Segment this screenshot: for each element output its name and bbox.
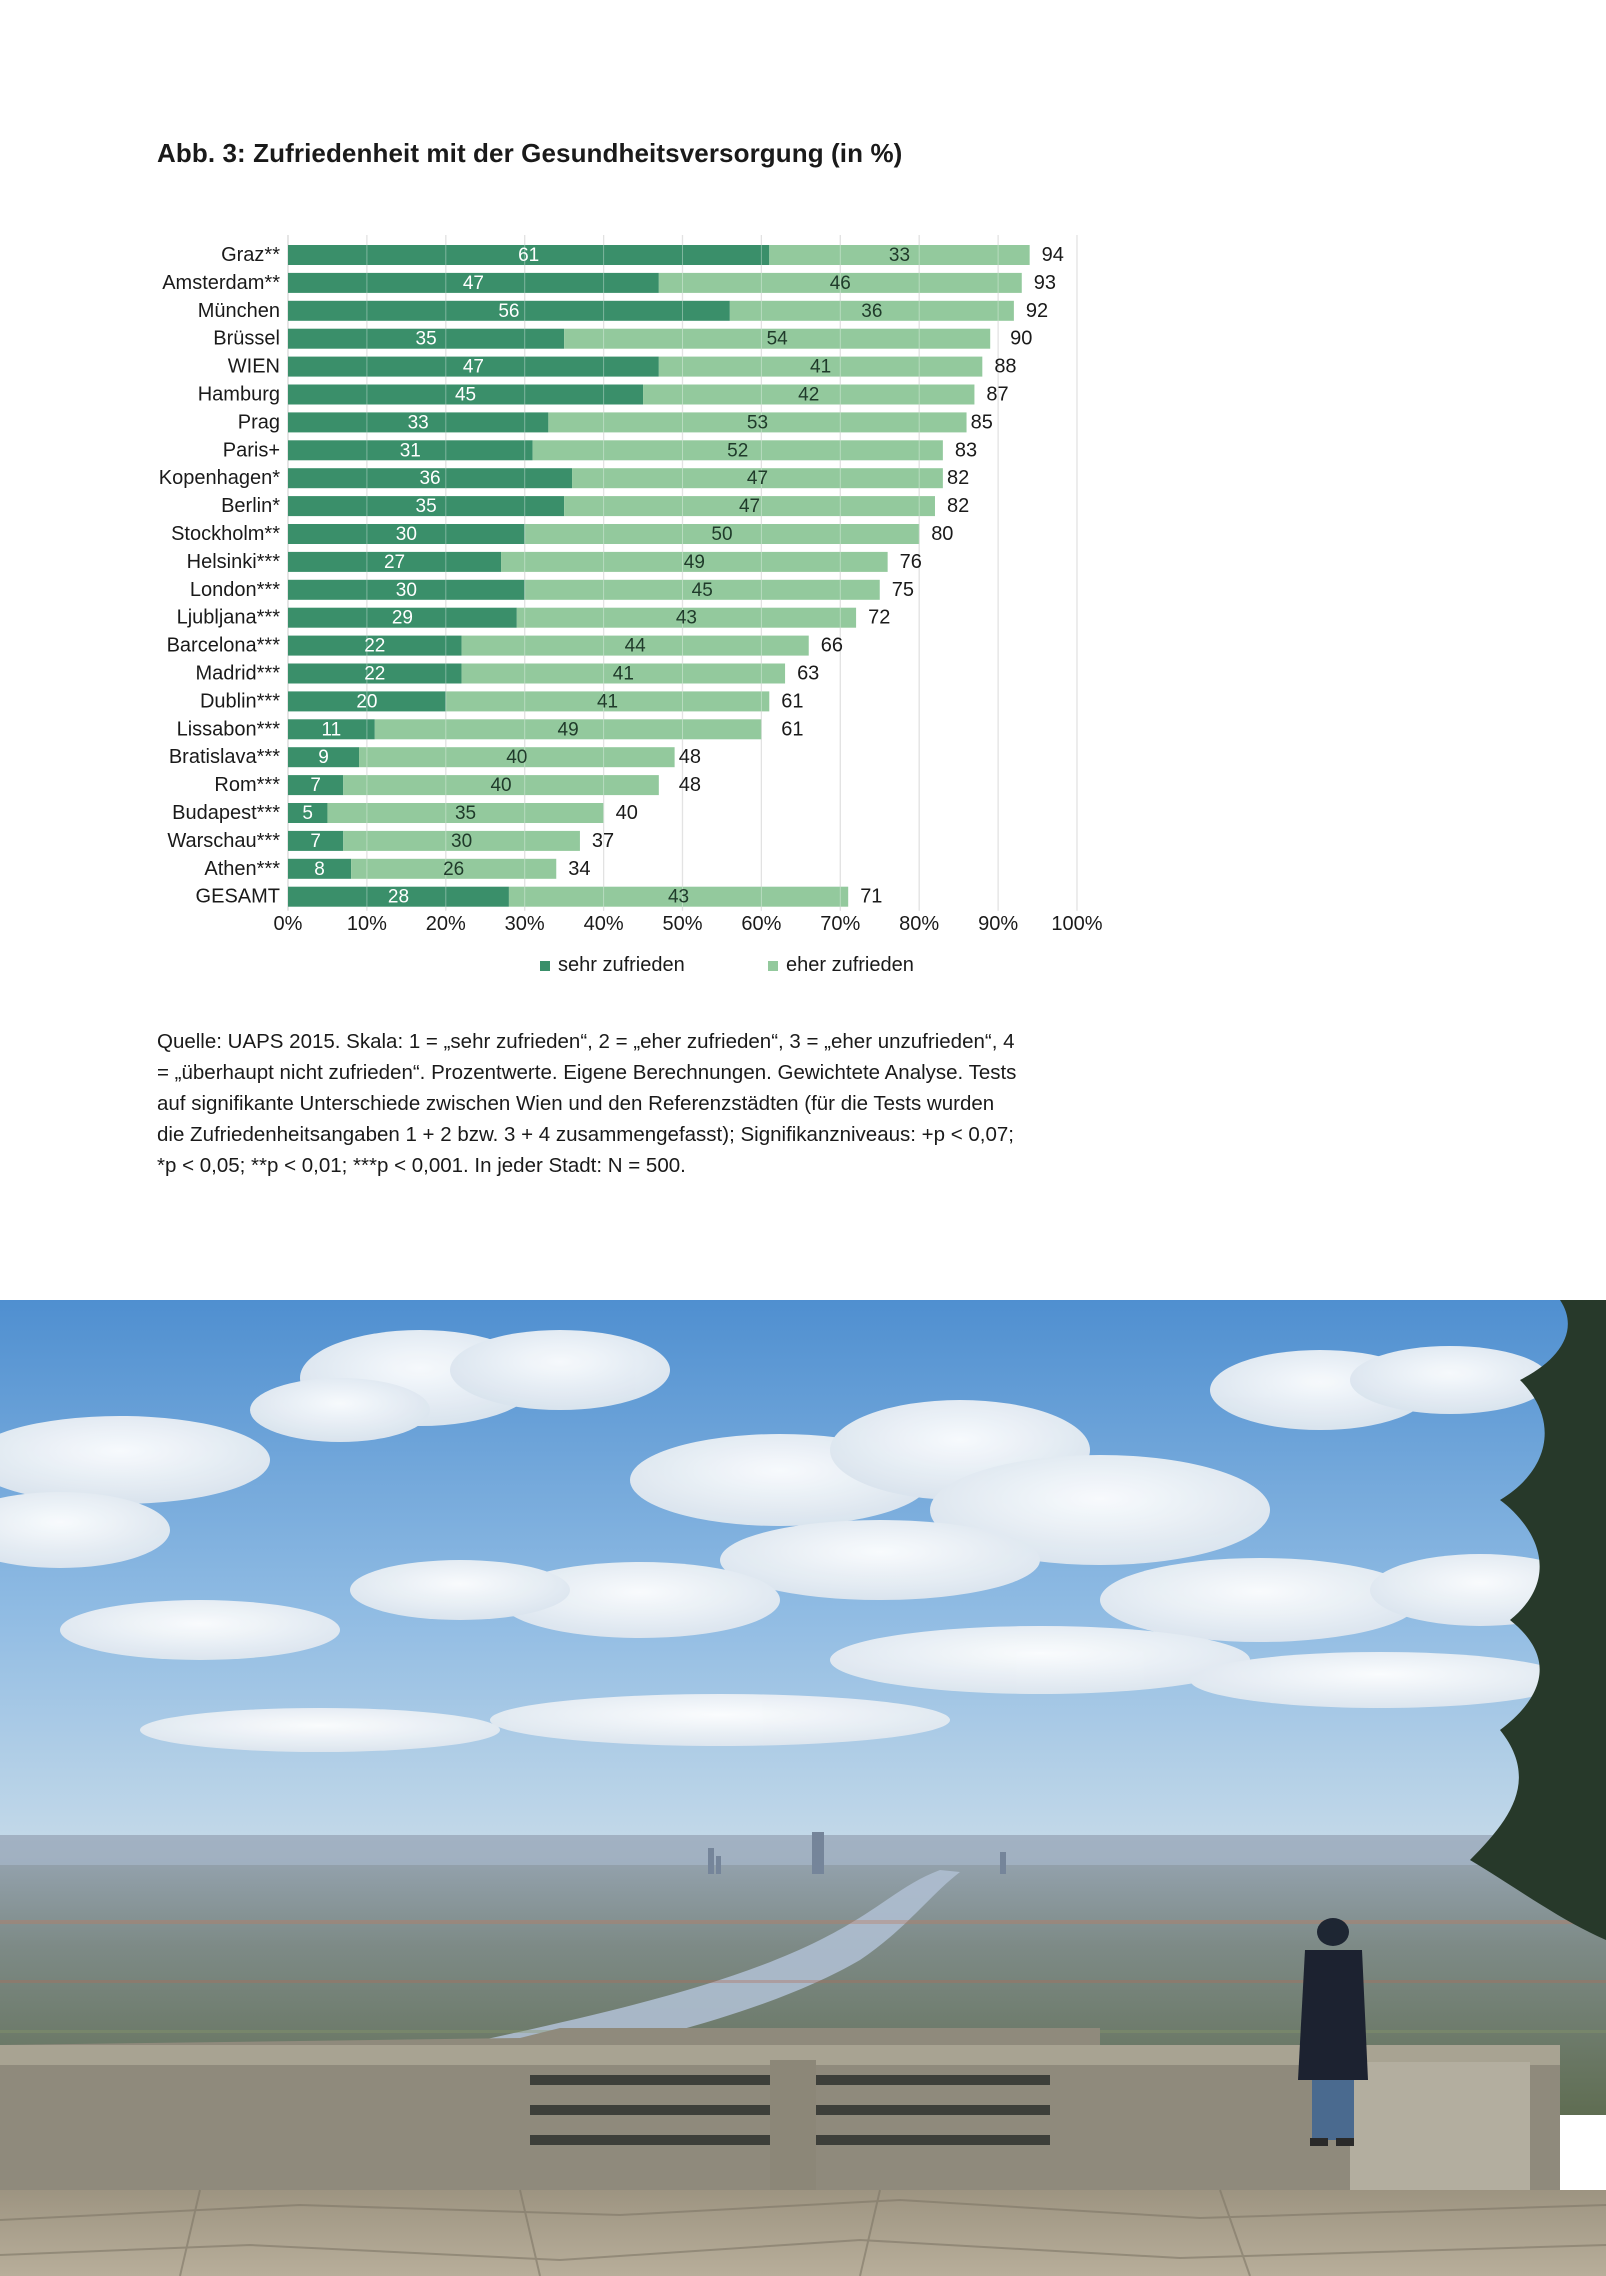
category-label: Barcelona***	[166, 634, 280, 657]
category-label: Berlin*	[221, 495, 280, 518]
category-label: Brüssel	[213, 327, 280, 350]
category-label: Paris+	[222, 439, 280, 462]
total-label: 85	[970, 411, 993, 434]
legend-label-eher-zufrieden: eher zufrieden	[786, 954, 914, 976]
total-label: 90	[1010, 327, 1033, 350]
category-label: Graz**	[221, 244, 280, 266]
value-label-eher-zufrieden: 33	[888, 245, 911, 266]
category-label: Ljubljana***	[176, 606, 280, 629]
total-label: 82	[946, 495, 970, 518]
category-label: Lissabon***	[176, 718, 280, 741]
category-label: Prag	[237, 411, 280, 434]
value-label-sehr-zufrieden: 30	[395, 524, 417, 545]
category-label: Warschau***	[167, 829, 280, 852]
value-label-sehr-zufrieden: 47	[462, 356, 484, 378]
value-label-sehr-zufrieden: 22	[364, 663, 386, 685]
total-label: 37	[591, 829, 615, 852]
value-label-sehr-zufrieden: 22	[364, 635, 386, 657]
value-label-eher-zufrieden: 40	[506, 747, 528, 769]
value-label-eher-zufrieden: 30	[451, 830, 473, 852]
category-label: Helsinki***	[186, 550, 280, 573]
total-label: 72	[868, 606, 891, 629]
category-label: Bratislava***	[168, 746, 280, 769]
landscape-photo	[0, 1300, 1606, 2276]
figure-title: Abb. 3: Zufriedenheit mit der Gesundheitsversorgung (in %)	[157, 138, 903, 168]
x-tick-label: 90%	[978, 913, 1019, 935]
total-label: 87	[986, 383, 1009, 406]
category-label: Dublin***	[199, 690, 280, 713]
category-label: Athen***	[204, 857, 280, 880]
value-label-eher-zufrieden: 52	[727, 440, 749, 462]
value-label-eher-zufrieden: 49	[557, 719, 579, 741]
category-label: München	[197, 299, 280, 322]
legend-item-eher-zufrieden	[768, 954, 914, 977]
total-label: 80	[931, 523, 954, 545]
value-label-sehr-zufrieden: 35	[415, 328, 437, 350]
stone-floor	[0, 2190, 1606, 2276]
value-label-eher-zufrieden: 36	[861, 300, 883, 322]
category-label: Budapest***	[172, 802, 280, 824]
total-label: 93	[1033, 271, 1057, 294]
total-label: 92	[1025, 299, 1049, 322]
chart-legend	[0, 954, 1606, 984]
x-tick-label: 20%	[425, 913, 466, 935]
category-label: London***	[189, 578, 280, 601]
value-label-sehr-zufrieden: 8	[314, 858, 325, 880]
category-label: Amsterdam**	[162, 271, 280, 294]
value-label-sehr-zufrieden: 9	[318, 747, 329, 769]
category-label: Kopenhagen*	[158, 467, 280, 490]
source-note: Quelle: UAPS 2015. Skala: 1 = „sehr zufrieden“, 2 = „eher zufrieden“, 3 = „eher unzufrieden“, 4 = „überhaupt nicht zufrieden“. Prozentwerte. Eigene Berechnungen. Gewichtete Analyse. Tests auf signifikante Unterschiede zwischen Wien und den Referenzstädten (für die Tests wurden die Zufriedenheitsangaben 1 + 2 bzw. 3 + 4 zusammengefasst); Signifikanzniveaus: +p < 0,07; *p < 0,05; **p < 0,01; ***p < 0,001. In jeder Stadt: N = 500.	[157, 1030, 1017, 1177]
total-label: 83	[954, 439, 978, 462]
category-label: Madrid***	[195, 662, 280, 685]
value-label-sehr-zufrieden: 27	[383, 551, 406, 573]
legend-item-sehr-zufrieden	[540, 954, 685, 977]
value-label-sehr-zufrieden: 7	[310, 830, 321, 852]
category-label: Stockholm**	[171, 523, 280, 545]
value-label-sehr-zufrieden: 36	[419, 468, 441, 490]
value-label-eher-zufrieden: 41	[810, 356, 832, 378]
value-label-sehr-zufrieden: 28	[387, 886, 410, 908]
value-label-eher-zufrieden: 50	[711, 524, 733, 545]
category-label: Hamburg	[197, 383, 280, 406]
value-label-eher-zufrieden: 54	[766, 328, 788, 350]
total-label: 66	[820, 634, 843, 657]
value-label-sehr-zufrieden: 47	[462, 272, 484, 294]
value-label-sehr-zufrieden: 7	[310, 775, 321, 797]
value-label-eher-zufrieden: 41	[596, 691, 619, 713]
total-label: 82	[946, 467, 970, 490]
x-tick-label: 30%	[504, 913, 545, 935]
legend-label-sehr-zufrieden: sehr zufrieden	[558, 954, 685, 976]
value-label-eher-zufrieden: 47	[738, 496, 761, 518]
value-label-eher-zufrieden: 46	[829, 272, 851, 294]
value-label-eher-zufrieden: 43	[675, 607, 698, 629]
total-label: 76	[899, 550, 922, 573]
category-label: WIEN	[227, 355, 280, 378]
value-label-sehr-zufrieden: 30	[395, 579, 417, 601]
category-label: GESAMT	[195, 885, 280, 908]
total-label: 94	[1041, 244, 1064, 266]
value-label-eher-zufrieden: 49	[683, 551, 705, 573]
bars	[288, 235, 1077, 911]
total-label: 61	[781, 690, 804, 713]
legend-swatch-sehr-zufrieden	[540, 961, 550, 971]
value-label-sehr-zufrieden: 56	[498, 300, 520, 322]
x-tick-label: 80%	[899, 913, 940, 935]
value-label-eher-zufrieden: 42	[798, 384, 820, 406]
total-label: 63	[797, 662, 820, 685]
value-label-eher-zufrieden: 26	[443, 858, 465, 880]
value-label-eher-zufrieden: 45	[691, 579, 713, 601]
total-label: 34	[568, 857, 591, 880]
value-label-sehr-zufrieden: 31	[399, 440, 421, 462]
value-label-eher-zufrieden: 44	[624, 635, 646, 657]
x-tick-label: 0%	[273, 913, 303, 935]
value-label-sehr-zufrieden: 11	[321, 719, 342, 741]
x-tick-label: 40%	[583, 913, 624, 935]
value-label-eher-zufrieden: 53	[746, 412, 769, 434]
total-label: 88	[994, 355, 1017, 378]
total-label: 75	[891, 578, 914, 601]
value-label-sehr-zufrieden: 5	[302, 803, 314, 824]
value-label-eher-zufrieden: 35	[454, 803, 477, 824]
total-label: 40	[615, 802, 638, 824]
value-label-sehr-zufrieden: 45	[454, 384, 477, 406]
legend-swatch-eher-zufrieden	[768, 961, 778, 971]
value-label-eher-zufrieden: 41	[612, 663, 634, 685]
value-label-eher-zufrieden: 43	[667, 886, 690, 908]
value-label-eher-zufrieden: 47	[746, 468, 769, 490]
value-label-sehr-zufrieden: 61	[518, 245, 540, 266]
total-label: 48	[678, 746, 701, 769]
x-tick-label: 100%	[1051, 913, 1103, 935]
x-tick-label: 60%	[741, 913, 782, 935]
category-label: Rom***	[214, 774, 280, 797]
x-tick-label: 50%	[662, 913, 703, 935]
value-label-sehr-zufrieden: 20	[356, 691, 378, 713]
x-tick-label: 70%	[820, 913, 861, 935]
total-label: 48	[678, 774, 701, 797]
total-label: 61	[781, 718, 804, 741]
value-label-sehr-zufrieden: 35	[415, 496, 437, 518]
value-label-sehr-zufrieden: 33	[407, 412, 429, 434]
value-label-sehr-zufrieden: 29	[391, 607, 413, 629]
stacked-bar-chart	[0, 0, 1606, 950]
value-label-eher-zufrieden: 40	[490, 775, 512, 797]
x-tick-label: 10%	[346, 913, 387, 935]
total-label: 71	[860, 885, 883, 908]
